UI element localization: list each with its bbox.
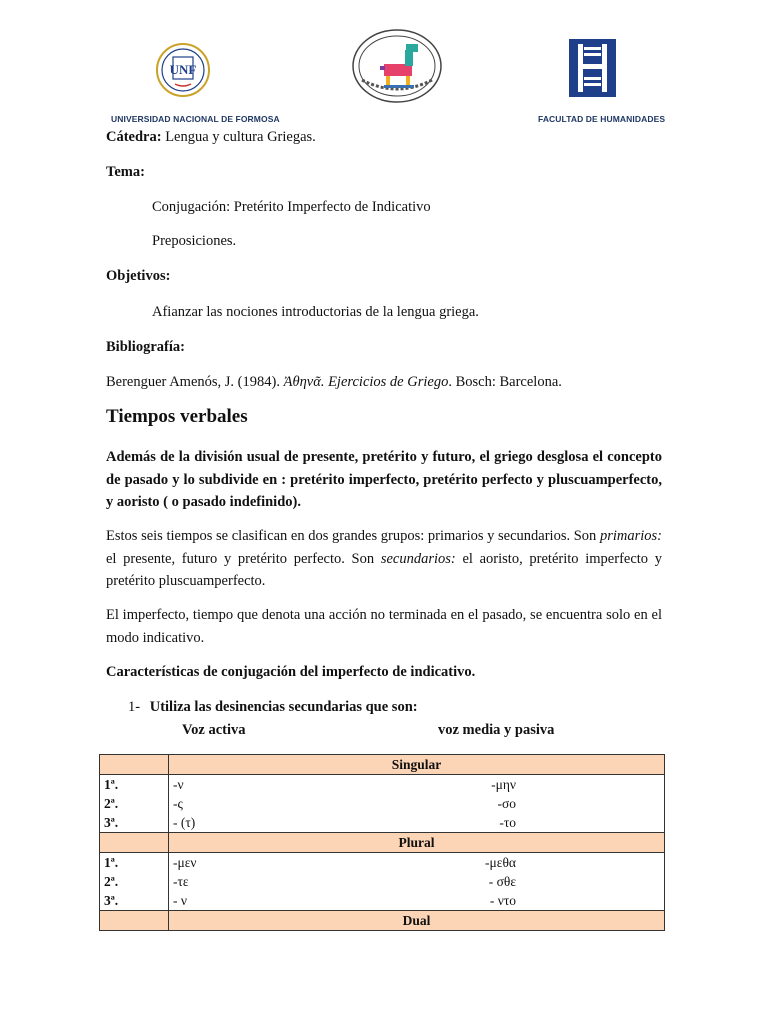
- persons-cell: [100, 853, 169, 911]
- active-ending: - ν: [173, 893, 187, 908]
- voz-activa-label: Voz activa: [182, 722, 246, 738]
- middle-ending: -μεθα: [485, 855, 516, 870]
- middle-ending: - ντο: [489, 893, 516, 908]
- p2-primarios: primarios:: [599, 528, 662, 544]
- middle-ending: -σο: [497, 796, 516, 811]
- left-institution-name: UNIVERSIDAD NACIONAL DE FORMOSA: [111, 114, 280, 124]
- tema-label: Tema:: [106, 164, 145, 180]
- header-empty-cell: [100, 911, 169, 931]
- catedra-label: Cátedra:: [106, 129, 162, 145]
- list-text: Utiliza las desinencias secundarias que son:: [149, 699, 418, 715]
- objetivos-label: Objetivos:: [106, 268, 171, 284]
- bib-author: Berenguer Amenós, J. (1984).: [106, 374, 284, 390]
- bibliografia-entry: [106, 372, 562, 392]
- plural-header: Plural: [169, 833, 665, 853]
- active-ending: - (τ): [173, 815, 196, 830]
- unf-logo: [155, 42, 211, 98]
- table-row: [100, 853, 665, 911]
- tema-item: Preposiciones.: [152, 233, 237, 249]
- table-row: [100, 775, 665, 833]
- voz-media-label: voz media y pasiva: [438, 722, 555, 738]
- tema-item: Conjugación: Pretérito Imperfecto de Indicativo: [152, 199, 431, 215]
- list-item-1: [128, 697, 418, 717]
- greek-trojan-horse-logo: [350, 28, 444, 104]
- p2-text-e: el aoristo, pretérito imperfecto y pretérito pluscuamperfecto.: [106, 550, 662, 589]
- singular-header: Singular: [169, 755, 665, 775]
- bib-title: Ἀθηνᾶ. Ejercicios de Griego: [283, 374, 449, 390]
- catedra-line: [106, 127, 316, 147]
- middle-ending: -μην: [491, 777, 516, 792]
- endings-cell: [169, 775, 665, 833]
- middle-ending: -το: [499, 815, 516, 830]
- person-label: 2ª.: [104, 796, 119, 811]
- right-institution-name: FACULTAD DE HUMANIDADES: [538, 114, 666, 124]
- p2-text-a: Estos seis tiempos se clasifican en dos grandes grupos: primarios y secundarios. Son: [106, 528, 600, 544]
- paragraph-imperfecto: El imperfecto, tiempo que denota una acción no terminada en el pasado, se encuentra solo en el modo indicativo.: [106, 607, 662, 646]
- section-title: Tiempos verbales: [106, 406, 248, 427]
- persons-cell: [100, 775, 169, 833]
- paragraph-groups: [106, 525, 662, 593]
- bibliografia-label: Bibliografía:: [106, 339, 185, 355]
- paragraph-division: Además de la división usual de presente, pretérito y futuro, el griego desglosa el concepto de pasado y lo subdivide en : pretérito imperfecto, pretérito perfecto y pluscuamperfecto, y aoristo ( o pasado indefinido).: [106, 449, 662, 510]
- person-label: 1ª.: [104, 855, 119, 870]
- humanidades-logo: [569, 39, 616, 97]
- header-empty-cell: [100, 833, 169, 853]
- table-header-row: [100, 833, 665, 853]
- bib-rest: . Bosch: Barcelona.: [448, 374, 562, 390]
- p2-secundarios: secundarios:: [380, 550, 456, 567]
- paragraph-caracteristicas: Características de conjugación del imperfecto de indicativo.: [106, 664, 476, 680]
- active-ending: -ς: [173, 796, 183, 811]
- list-number: 1-: [128, 699, 141, 715]
- svg-text:UNF: UNF: [169, 62, 197, 77]
- table-header-row: [100, 911, 665, 931]
- p2-text-c: el presente, futuro y pretérito perfecto. Son: [106, 550, 381, 567]
- active-ending: -τε: [173, 874, 189, 889]
- table-header-row: [100, 755, 665, 775]
- person-label: 3ª.: [104, 893, 119, 908]
- header-empty-cell: [100, 755, 169, 775]
- conjugation-table: [99, 754, 665, 931]
- catedra-value: Lengua y cultura Griegas.: [161, 129, 316, 145]
- active-ending: -μεν: [173, 855, 197, 870]
- endings-cell: [169, 853, 665, 911]
- person-label: 1ª.: [104, 777, 119, 792]
- person-label: 2ª.: [104, 874, 119, 889]
- dual-header: Dual: [169, 911, 665, 931]
- active-ending: -ν: [173, 777, 184, 792]
- person-label: 3ª.: [104, 815, 119, 830]
- objetivos-item: Afianzar las nociones introductorias de la lengua griega.: [152, 304, 479, 320]
- middle-ending: - σθε: [488, 874, 516, 889]
